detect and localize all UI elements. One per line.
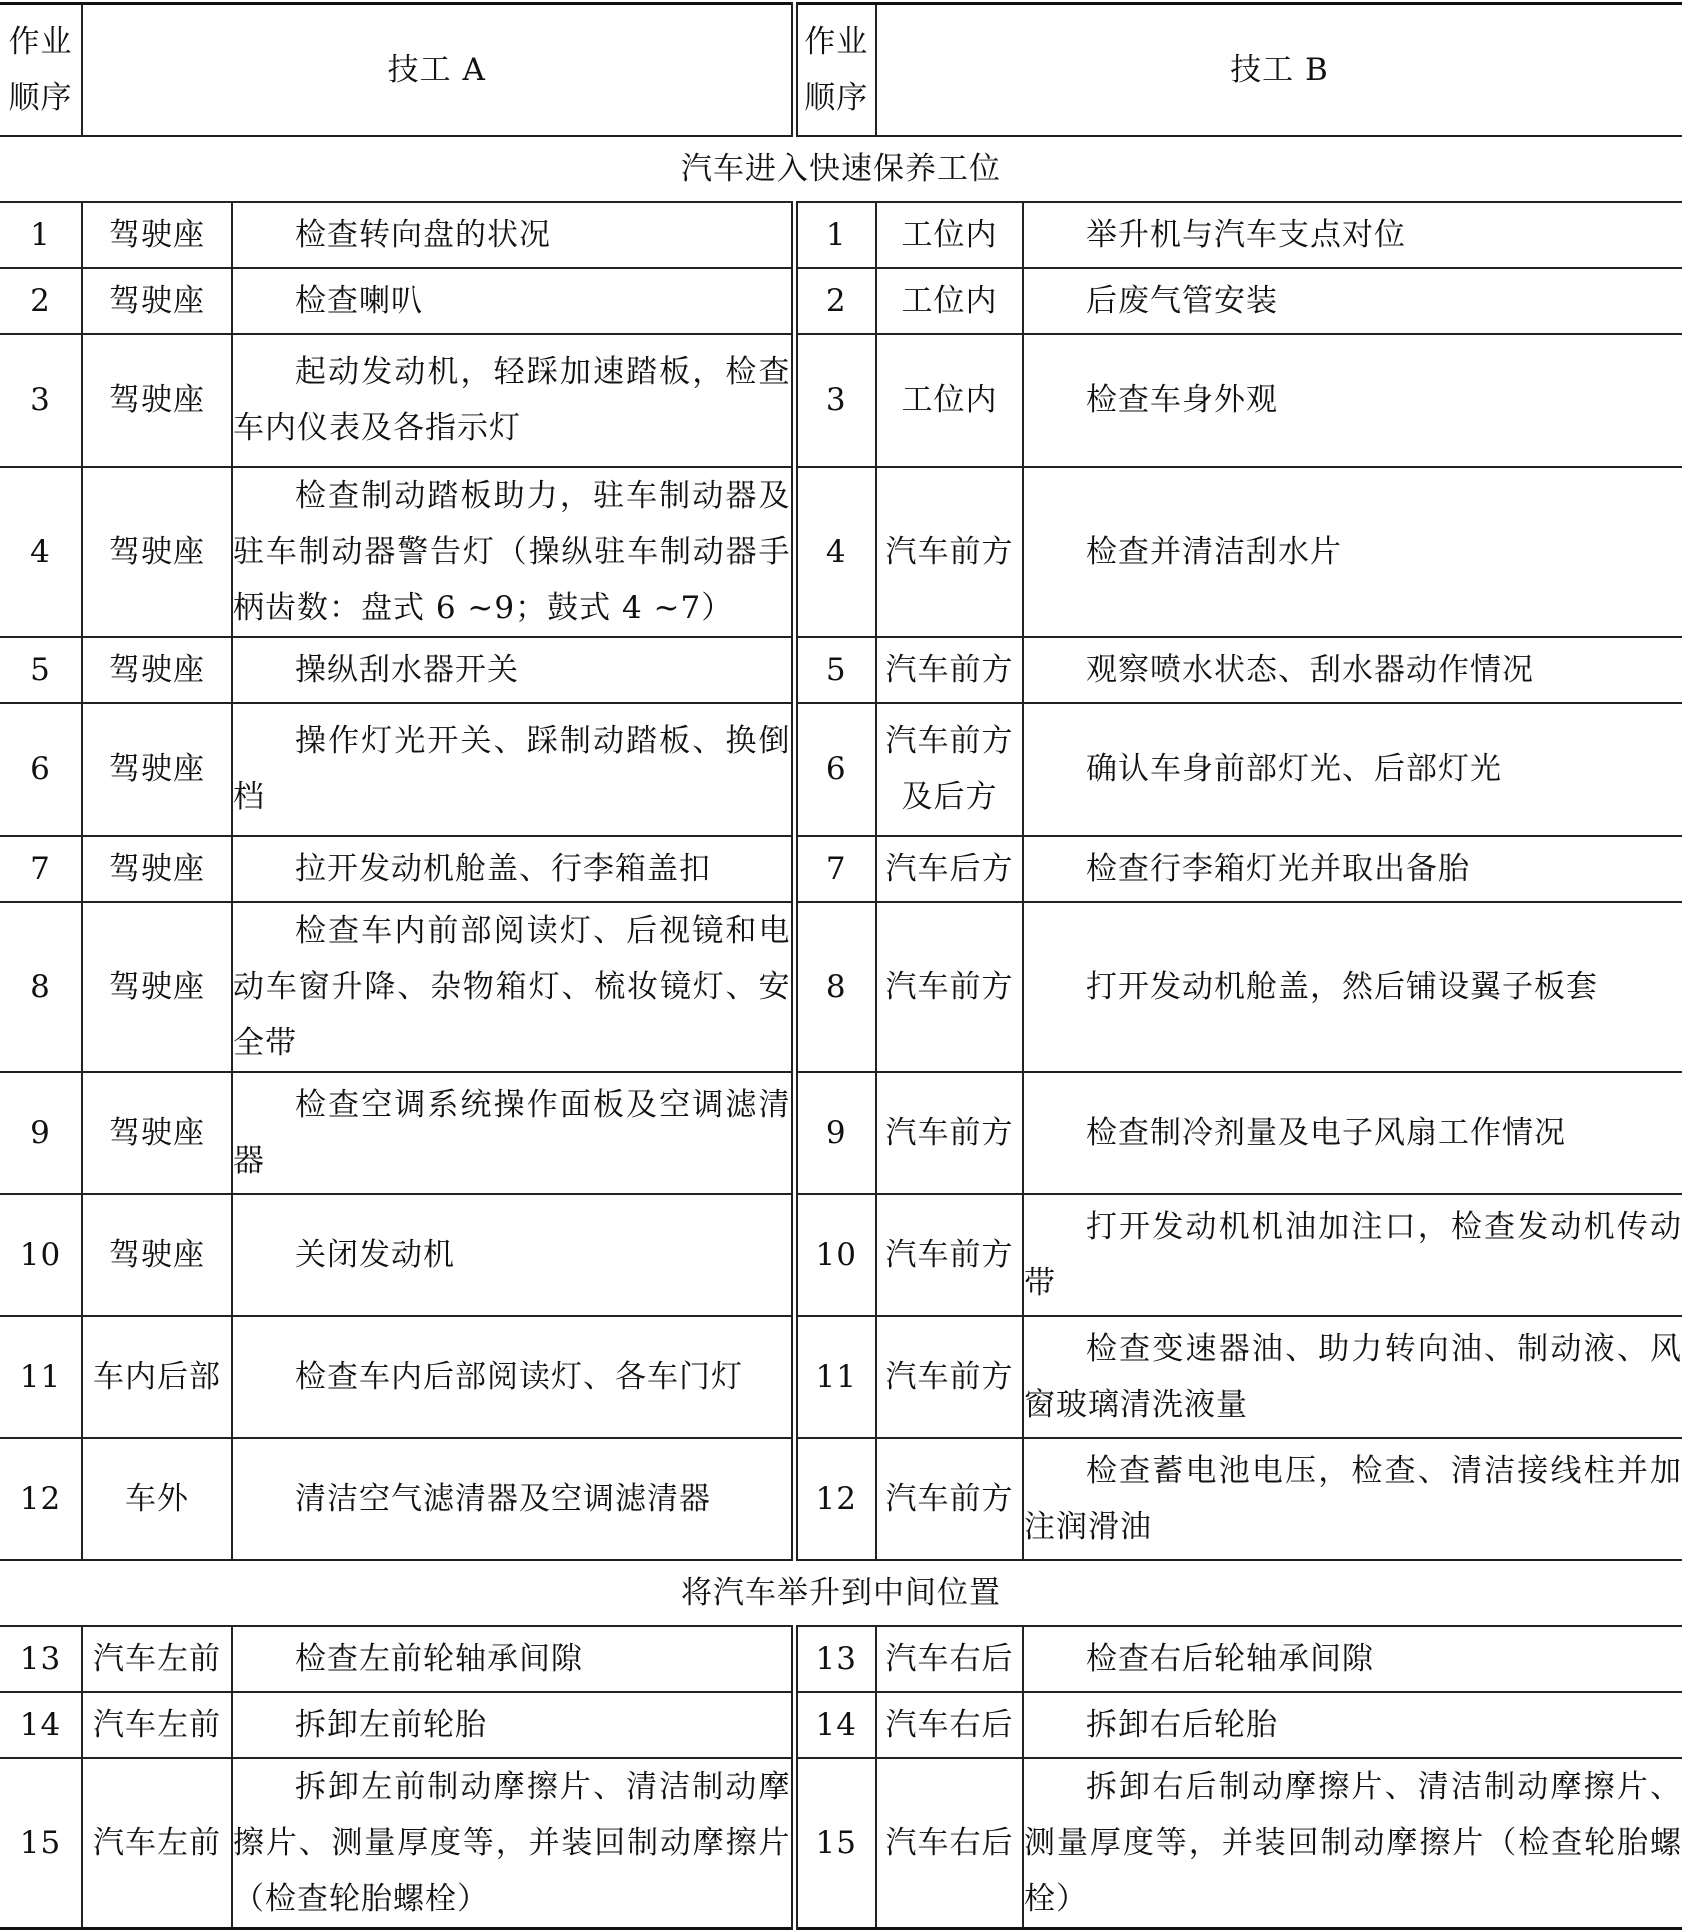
maintenance-steps-table (0, 2, 1682, 1930)
location-a: 汽车左前 (82, 1626, 232, 1692)
table-row (0, 467, 1682, 637)
task-a: 检查车内后部阅读灯、各车门灯 (232, 1316, 794, 1438)
task-b: 拆卸右后制动摩擦片、清洁制动摩擦片、测量厚度等，并装回制动摩擦片（检查轮胎螺栓） (1023, 1758, 1682, 1929)
task-a: 检查左前轮轴承间隙 (232, 1626, 794, 1692)
header-order-a (0, 4, 82, 136)
section-row (0, 1560, 1682, 1626)
task-a: 清洁空气滤清器及空调滤清器 (232, 1438, 794, 1560)
task-a: 拆卸左前轮胎 (232, 1692, 794, 1758)
header-tech-b: 技工 B (876, 4, 1682, 136)
location-a: 驾驶座 (82, 836, 232, 902)
step-number-b: 9 (794, 1072, 876, 1194)
location-a: 驾驶座 (82, 902, 232, 1072)
header-order-b-line2: 顺序 (804, 79, 869, 116)
section-row (0, 136, 1682, 202)
task-a: 拉开发动机舱盖、行李箱盖扣 (232, 836, 794, 902)
step-number-a: 14 (0, 1692, 82, 1758)
location-b: 汽车前方 (876, 1072, 1023, 1194)
location-a: 驾驶座 (82, 637, 232, 703)
step-number-b: 2 (794, 268, 876, 334)
step-number-a: 4 (0, 467, 82, 637)
location-b: 汽车前方及后方 (876, 703, 1023, 836)
table-row (0, 1626, 1682, 1692)
table-row (0, 902, 1682, 1072)
step-number-a: 13 (0, 1626, 82, 1692)
table-row (0, 202, 1682, 268)
task-a: 关闭发动机 (232, 1194, 794, 1316)
step-number-b: 13 (794, 1626, 876, 1692)
step-number-b: 11 (794, 1316, 876, 1438)
step-number-a: 3 (0, 334, 82, 467)
location-a: 驾驶座 (82, 467, 232, 637)
step-number-b: 5 (794, 637, 876, 703)
step-number-a: 8 (0, 902, 82, 1072)
location-a: 驾驶座 (82, 1072, 232, 1194)
table-row (0, 1316, 1682, 1438)
location-a: 驾驶座 (82, 703, 232, 836)
step-number-b: 10 (794, 1194, 876, 1316)
task-b: 检查蓄电池电压，检查、清洁接线柱并加注润滑油 (1023, 1438, 1682, 1560)
step-number-b: 15 (794, 1758, 876, 1929)
table-row (0, 268, 1682, 334)
step-number-a: 6 (0, 703, 82, 836)
task-a: 检查空调系统操作面板及空调滤清器 (232, 1072, 794, 1194)
task-b: 拆卸右后轮胎 (1023, 1692, 1682, 1758)
location-b: 汽车前方 (876, 1316, 1023, 1438)
location-a: 驾驶座 (82, 268, 232, 334)
location-b: 汽车后方 (876, 836, 1023, 902)
step-number-b: 4 (794, 467, 876, 637)
step-number-a: 11 (0, 1316, 82, 1438)
section-title: 汽车进入快速保养工位 (0, 136, 1682, 202)
task-a: 拆卸左前制动摩擦片、清洁制动摩擦片、测量厚度等，并装回制动摩擦片（检查轮胎螺栓） (232, 1758, 794, 1929)
location-b: 汽车前方 (876, 637, 1023, 703)
header-order-a-line1: 作业 (8, 23, 73, 60)
header-order-b (794, 4, 876, 136)
task-b: 后废气管安装 (1023, 268, 1682, 334)
task-b: 检查并清洁刮水片 (1023, 467, 1682, 637)
task-b: 举升机与汽车支点对位 (1023, 202, 1682, 268)
task-b: 检查行李箱灯光并取出备胎 (1023, 836, 1682, 902)
task-a: 检查转向盘的状况 (232, 202, 794, 268)
table-row (0, 637, 1682, 703)
table-row (0, 334, 1682, 467)
location-b: 工位内 (876, 334, 1023, 467)
header-order-b-line1: 作业 (804, 23, 869, 60)
table-row (0, 1194, 1682, 1316)
location-b: 工位内 (876, 268, 1023, 334)
task-b: 观察喷水状态、刮水器动作情况 (1023, 637, 1682, 703)
location-a: 汽车左前 (82, 1758, 232, 1929)
step-number-b: 6 (794, 703, 876, 836)
location-b: 汽车前方 (876, 902, 1023, 1072)
step-number-a: 2 (0, 268, 82, 334)
location-b: 汽车右后 (876, 1626, 1023, 1692)
task-a: 起动发动机，轻踩加速踏板，检查车内仪表及各指示灯 (232, 334, 794, 467)
step-number-a: 10 (0, 1194, 82, 1316)
step-number-b: 8 (794, 902, 876, 1072)
task-b: 检查变速器油、助力转向油、制动液、风窗玻璃清洗液量 (1023, 1316, 1682, 1438)
step-number-b: 14 (794, 1692, 876, 1758)
location-a: 车外 (82, 1438, 232, 1560)
task-a: 操纵刮水器开关 (232, 637, 794, 703)
step-number-b: 12 (794, 1438, 876, 1560)
table-row (0, 1072, 1682, 1194)
table-row (0, 703, 1682, 836)
task-a: 检查车内前部阅读灯、后视镜和电动车窗升降、杂物箱灯、梳妆镜灯、安全带 (232, 902, 794, 1072)
step-number-a: 5 (0, 637, 82, 703)
location-a: 汽车左前 (82, 1692, 232, 1758)
location-b: 汽车右后 (876, 1692, 1023, 1758)
step-number-a: 7 (0, 836, 82, 902)
task-b: 打开发动机机油加注口，检查发动机传动带 (1023, 1194, 1682, 1316)
location-a: 驾驶座 (82, 1194, 232, 1316)
location-a: 车内后部 (82, 1316, 232, 1438)
task-b: 检查制冷剂量及电子风扇工作情况 (1023, 1072, 1682, 1194)
task-a: 检查喇叭 (232, 268, 794, 334)
header-tech-a: 技工 A (82, 4, 794, 136)
step-number-a: 1 (0, 202, 82, 268)
task-b: 检查右后轮轴承间隙 (1023, 1626, 1682, 1692)
step-number-b: 3 (794, 334, 876, 467)
task-a: 检查制动踏板助力，驻车制动器及驻车制动器警告灯（操纵驻车制动器手柄齿数：盘式 6 ~9；鼓式 4 ~7） (232, 467, 794, 637)
location-a: 驾驶座 (82, 202, 232, 268)
location-b: 汽车前方 (876, 1438, 1023, 1560)
table-row (0, 1692, 1682, 1758)
table-row (0, 1438, 1682, 1560)
step-number-a: 9 (0, 1072, 82, 1194)
step-number-a: 12 (0, 1438, 82, 1560)
step-number-a: 15 (0, 1758, 82, 1929)
location-a: 驾驶座 (82, 334, 232, 467)
location-b: 汽车前方 (876, 467, 1023, 637)
header-order-a-line2: 顺序 (8, 79, 73, 116)
location-b: 汽车右后 (876, 1758, 1023, 1929)
location-b: 工位内 (876, 202, 1023, 268)
step-number-b: 7 (794, 836, 876, 902)
task-a: 操作灯光开关、踩制动踏板、换倒档 (232, 703, 794, 836)
table-row (0, 836, 1682, 902)
task-b: 检查车身外观 (1023, 334, 1682, 467)
section-title: 将汽车举升到中间位置 (0, 1560, 1682, 1626)
task-b: 确认车身前部灯光、后部灯光 (1023, 703, 1682, 836)
task-b: 打开发动机舱盖，然后铺设翼子板套 (1023, 902, 1682, 1072)
header-row (0, 4, 1682, 136)
location-b: 汽车前方 (876, 1194, 1023, 1316)
table-row (0, 1758, 1682, 1929)
step-number-b: 1 (794, 202, 876, 268)
